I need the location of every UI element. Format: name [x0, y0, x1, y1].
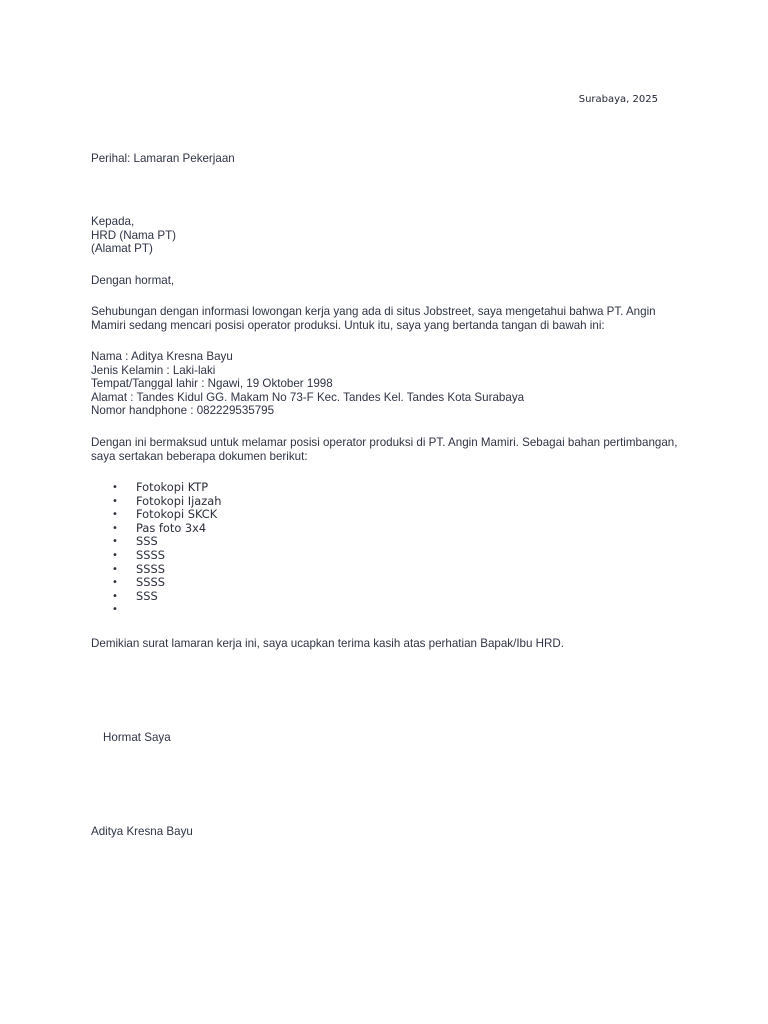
applicant-birth: Tempat/Tanggal lahir : Ngawi, 19 Oktober 1998 [91, 377, 333, 391]
attachment-list [112, 481, 221, 617]
letter-subject: Perihal: Lamaran Pekerjaan [91, 152, 235, 165]
attachment-label: SSSS [136, 561, 165, 576]
letter-date: Surabaya, 2025 [578, 94, 658, 105]
bullet-icon: • [112, 509, 118, 521]
purpose-paragraph [91, 436, 681, 463]
attachment-label: SSSS [136, 547, 165, 562]
attachment-label: Pas foto 3x4 [136, 520, 207, 535]
greeting: Dengan hormat, [91, 274, 175, 287]
intro-line-2: Mamiri sedang mencari posisi operator produksi. Untuk itu, saya yang bertanda tangan di bawah ini: [91, 318, 605, 332]
bullet-icon: • [112, 549, 118, 561]
bullet-icon: • [112, 563, 118, 575]
closing-paragraph: Demikian surat lamaran kerja ini, saya ucapkan terima kasih atas perhatian Bapak/Ibu HRD. [91, 637, 564, 650]
list-item [112, 563, 221, 577]
applicant-details [91, 350, 681, 418]
list-item [112, 590, 221, 604]
signature-name: Aditya Kresna Bayu [91, 825, 193, 838]
list-item [112, 522, 221, 536]
list-item [112, 603, 221, 617]
bullet-icon: • [112, 522, 118, 534]
bullet-icon: • [112, 604, 118, 616]
attachment-label: Fotokopi KTP [136, 480, 209, 494]
list-item [112, 508, 221, 522]
bullet-icon: • [112, 577, 118, 589]
purpose-line-2: saya sertakan beberapa dokumen berikut: [91, 449, 308, 463]
recipient-block [91, 215, 681, 256]
applicant-gender: Jenis Kelamin : Laki-laki [91, 363, 216, 377]
attachment-label: SSS [136, 534, 158, 549]
sign-off: Hormat Saya [103, 731, 171, 744]
list-item [112, 495, 221, 509]
bullet-icon: • [112, 482, 118, 493]
applicant-name: Nama : Aditya Kresna Bayu [91, 350, 233, 363]
recipient-name: HRD (Nama PT) [91, 228, 177, 242]
bullet-icon: • [112, 590, 118, 602]
attachment-label: Fotokopi Ijazah [136, 493, 222, 508]
attachment-label: SSSS [136, 575, 165, 590]
list-item [112, 535, 221, 549]
recipient-to: Kepada, [91, 215, 135, 228]
list-item [112, 481, 221, 495]
list-item [112, 576, 221, 590]
recipient-address: (Alamat PT) [91, 242, 153, 256]
bullet-icon: • [112, 495, 118, 507]
intro-line-1: Sehubungan dengan informasi lowongan kerja yang ada di situs Jobstreet, saya mengetahui bahwa PT. Angin [91, 305, 656, 318]
purpose-line-1: Dengan ini bermaksud untuk melamar posisi operator produksi di PT. Angin Mamiri. Sebagai bahan pertimbangan, [91, 436, 678, 449]
bullet-icon: • [112, 536, 118, 548]
applicant-address: Alamat : Tandes Kidul GG. Makam No 73-F Kec. Tandes Kel. Tandes Kota Surabaya [91, 390, 525, 404]
list-item [112, 549, 221, 563]
attachment-label: Fotokopi SKCK [136, 507, 218, 522]
attachment-label: SSS [136, 588, 158, 603]
intro-paragraph [91, 305, 681, 332]
applicant-phone: Nomor handphone : 082229535795 [91, 404, 275, 418]
